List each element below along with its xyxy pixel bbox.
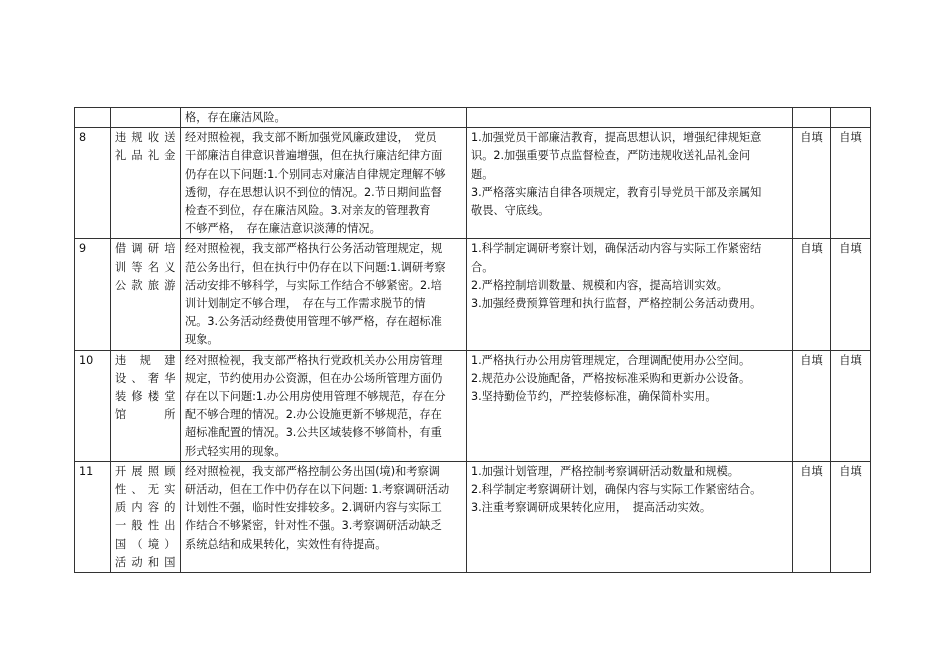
measure-line: 敬畏、守底线。 — [471, 204, 550, 218]
cell-problem — [181, 350, 467, 461]
item-line: 违规建 — [115, 353, 176, 367]
item-line: 开展照顾 — [115, 464, 176, 478]
item-line: 设、奢华 — [115, 371, 176, 385]
item-line: 性、无实 — [115, 483, 176, 497]
measure-line: 3.严格落实廉洁自律各项规定，教育引导党员干部及亲属知 — [471, 185, 762, 199]
cell-item — [111, 461, 181, 572]
item-line: 装修楼堂 — [115, 390, 176, 404]
cell-problem — [181, 239, 467, 350]
cell-number: 8 — [75, 128, 111, 239]
problem-line: 况。3.公务活动经费使用管理不够严格，存在超标准 — [185, 315, 442, 329]
cell-measures — [467, 350, 793, 461]
measure-line: 2.科学制定考察调研计划，确保内容与实际工作紧密结合。 — [471, 483, 762, 497]
cell-self-check-1[interactable]: 自填 — [793, 350, 831, 461]
problem-line: 配不够合理的情况。2.办公设施更新不够规范，存在 — [185, 408, 442, 422]
problem-line: 存在以下问题:1.办公用房使用管理不够规范，存在分 — [185, 390, 446, 404]
item-line: 公款旅游 — [115, 278, 176, 292]
cell-self-check-2[interactable]: 自填 — [831, 350, 871, 461]
problem-line: 经对照检视，我支部严格执行公务活动管理规定，规 — [185, 242, 443, 256]
cell-item — [111, 108, 181, 128]
cell-problem — [181, 128, 467, 239]
problem-line: 研活动，但在工作中仍存在以下问题: 1.考察调研活动 — [185, 483, 450, 497]
problem-line: 经对照检视，我支部不断加强党风廉政建设， 党员 — [185, 131, 437, 145]
measure-line: 合。 — [471, 260, 494, 274]
item-line: 训等名义 — [115, 260, 176, 274]
cell-self-check-1[interactable] — [793, 108, 831, 128]
cell-self-check-2[interactable]: 自填 — [831, 239, 871, 350]
cell-problem: 格，存在廉洁风险。 — [181, 108, 467, 128]
problem-line: 形式轻实用的现象。 — [185, 444, 286, 458]
problem-line: 活动安排不够科学，与实际工作结合不够紧密。2.培 — [185, 278, 442, 292]
cell-measures — [467, 461, 793, 572]
item-line: 礼品礼金 — [115, 149, 176, 163]
table-body — [75, 108, 871, 573]
problem-line: 仍存在以下问题:1.个别同志对廉洁自律规定理解不够 — [185, 167, 446, 181]
cell-item — [111, 128, 181, 239]
cell-self-check-2[interactable] — [831, 108, 871, 128]
cell-number: 11 — [75, 461, 111, 572]
table-row — [75, 350, 871, 461]
item-line: 国（境） — [115, 537, 176, 551]
item-line: 活动和国 — [115, 555, 176, 569]
cell-problem — [181, 461, 467, 572]
table-row-continuation — [75, 108, 871, 128]
problem-line: 计划性不强，临时性安排较多。2.调研内容与实际工 — [185, 501, 442, 515]
measure-line: 1.加强党员干部廉洁教育，提高思想认识，增强纪律规矩意 — [471, 131, 762, 145]
measure-line: 2.规范办公设施配备，严格按标准采购和更新办公设备。 — [471, 371, 751, 385]
cell-self-check-2[interactable]: 自填 — [831, 128, 871, 239]
cell-measures — [467, 239, 793, 350]
problem-line: 超标准配置的情况。3.公共区域装修不够简朴，有重 — [185, 426, 442, 440]
item-line: 质内容的 — [115, 501, 176, 515]
cell-self-check-1[interactable]: 自填 — [793, 239, 831, 350]
cell-item — [111, 350, 181, 461]
measure-line: 3.注重考察调研成果转化应用， 提高活动实效。 — [471, 501, 712, 515]
problem-line: 训计划制定不够合理， 存在与工作需求脱节的情 — [185, 297, 426, 311]
cell-self-check-2[interactable]: 自填 — [831, 461, 871, 572]
cell-number: 9 — [75, 239, 111, 350]
problem-line: 检查不到位，存在廉洁风险。3.对亲友的管理教育 — [185, 204, 431, 218]
table-row — [75, 239, 871, 350]
rectification-table — [74, 107, 871, 573]
cell-self-check-1[interactable]: 自填 — [793, 461, 831, 572]
cell-item — [111, 239, 181, 350]
item-line: 一般性出 — [115, 519, 176, 533]
measure-line: 2.严格控制培训数量、规模和内容，提高培训实效。 — [471, 278, 728, 292]
problem-line: 经对照检视，我支部严格控制公务出国(境)和考察调 — [185, 464, 440, 478]
item-line: 馆所 — [115, 408, 176, 422]
measure-line: 1.严格执行办公用房管理规定，合理调配使用办公空间。 — [471, 353, 751, 367]
problem-line: 透彻，存在思想认识不到位的情况。2.节日期间监督 — [185, 185, 442, 199]
problem-line: 干部廉洁自律意识普遍增强，但在执行廉洁纪律方面 — [185, 149, 443, 163]
measure-line: 1.科学制定调研考察计划，确保活动内容与实际工作紧密结 — [471, 242, 762, 256]
cell-measures — [467, 108, 793, 128]
problem-line: 系统总结和成果转化，实效性有待提高。 — [185, 537, 387, 551]
measure-line: 题。 — [471, 167, 494, 181]
problem-line: 范公务出行，但在执行中仍存在以下问题:1.调研考察 — [185, 260, 446, 274]
table-row — [75, 461, 871, 572]
problem-line: 规定，节约使用办公资源，但在办公场所管理方面仍 — [185, 371, 443, 385]
table-row — [75, 128, 871, 239]
cell-number — [75, 108, 111, 128]
measure-line: 3.坚持勤俭节约，严控装修标准，确保简朴实用。 — [471, 390, 717, 404]
problem-line: 现象。 — [185, 333, 219, 347]
item-line: 借调研培 — [115, 242, 176, 256]
measure-line: 识。2.加强重要节点监督检查，严防违规收送礼品礼金问 — [471, 149, 751, 163]
cell-number: 10 — [75, 350, 111, 461]
problem-line: 作结合不够紧密，针对性不强。3.考察调研活动缺乏 — [185, 519, 442, 533]
cell-self-check-1[interactable]: 自填 — [793, 128, 831, 239]
measure-line: 3.加强经费预算管理和执行监督，严格控制公务活动费用。 — [471, 297, 762, 311]
measure-line: 1.加强计划管理，严格控制考察调研活动数量和规模。 — [471, 464, 739, 478]
problem-line: 经对照检视，我支部严格执行党政机关办公用房管理 — [185, 353, 443, 367]
problem-line: 不够严格， 存在廉洁意识淡薄的情况。 — [185, 222, 381, 236]
item-line: 违规收送 — [115, 131, 176, 145]
cell-measures — [467, 128, 793, 239]
